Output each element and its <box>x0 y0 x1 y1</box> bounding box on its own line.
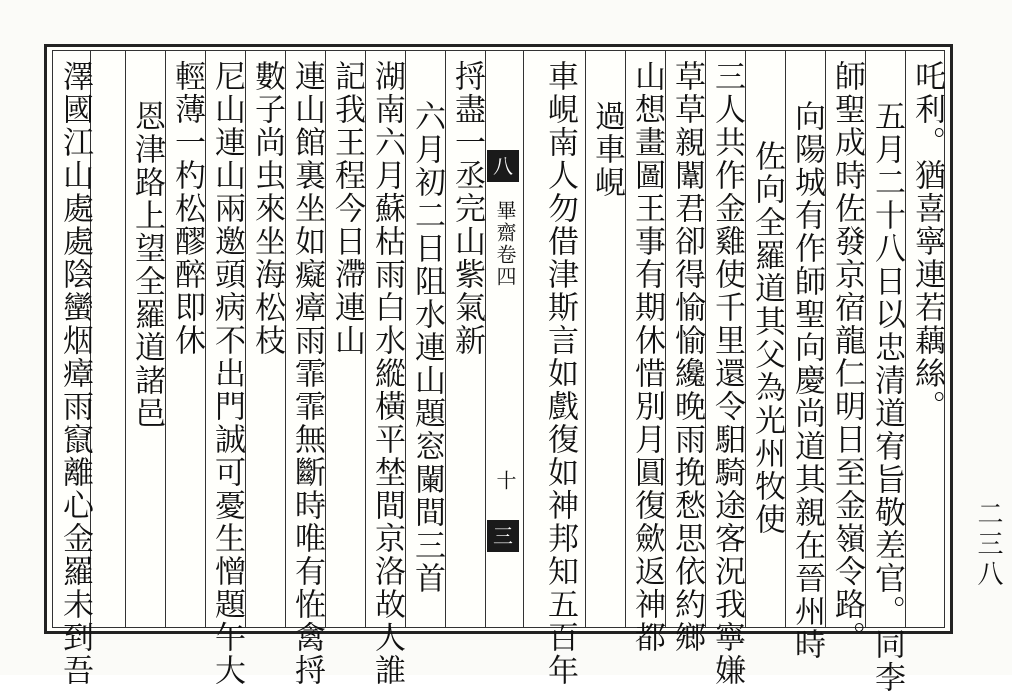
fish-tail-mark-bottom: 三 <box>487 520 519 552</box>
text-column: 吒利。猶喜寧連若藕絲。 <box>909 60 945 423</box>
text-column: 師聖成時佐發京宿龍仁明日至金嶺令路。 <box>829 60 865 654</box>
leaf-number: 十 <box>493 470 517 492</box>
text-column: 五月二十八日以忠清道宥旨敬差官。同李 <box>869 100 905 694</box>
column-rule <box>125 50 126 628</box>
text-column: 三人共作金雞使千里還令馹騎途客況我寧嫌 <box>709 60 745 687</box>
text-column: 向陽城有作師聖向慶尚道其親在晉州時 <box>789 100 825 661</box>
text-column: 佐向全羅道其父為光州牧使 <box>749 140 785 536</box>
poem-title: 恩津路上望全羅道諸邑 <box>129 100 165 430</box>
page-number: 二三八 <box>973 500 1003 590</box>
column-rule <box>523 50 524 628</box>
fish-tail-mark-top: 八 <box>487 150 519 182</box>
text-column: 澤國江山處處陰蠻烟瘴雨竄離心金羅未到吾 <box>57 60 93 687</box>
book-title: 畢齋卷四 <box>493 200 517 288</box>
poem-title: 六月初二日阻水連山題窓闌間三首 <box>409 100 445 595</box>
text-column: 捋盡一丞完山紫氣新 <box>449 60 485 357</box>
text-column: 記我王程今日滯連山 <box>329 60 365 357</box>
column-rule <box>585 50 586 628</box>
text-column: 連山館裏坐如癡瘴雨霏霏無斷時唯有恠禽捋 <box>289 60 325 687</box>
centre-fold <box>485 50 521 628</box>
text-column: 草草親闈君卻得愉愉纔晚雨挽愁思依約鄉 <box>669 60 705 654</box>
poem-title: 過車峴 <box>589 100 625 199</box>
text-column: 尼山連山兩邀頭病不出門誠可憂生憎題午大 <box>209 60 245 687</box>
text-column: 湖南六月蘇枯雨白水縱橫平埜間京洛故人誰 <box>369 60 405 687</box>
text-column: 輕薄一杓松醪醉即休 <box>169 60 205 357</box>
text-column: 數子尚虫來坐海松枝 <box>249 60 285 357</box>
text-column: 車峴南人勿借津斯言如戲復如神邦知五百年 <box>542 60 578 687</box>
text-column: 山想畫圖王事有期休惜別月圓復歛返神都 <box>629 60 665 654</box>
